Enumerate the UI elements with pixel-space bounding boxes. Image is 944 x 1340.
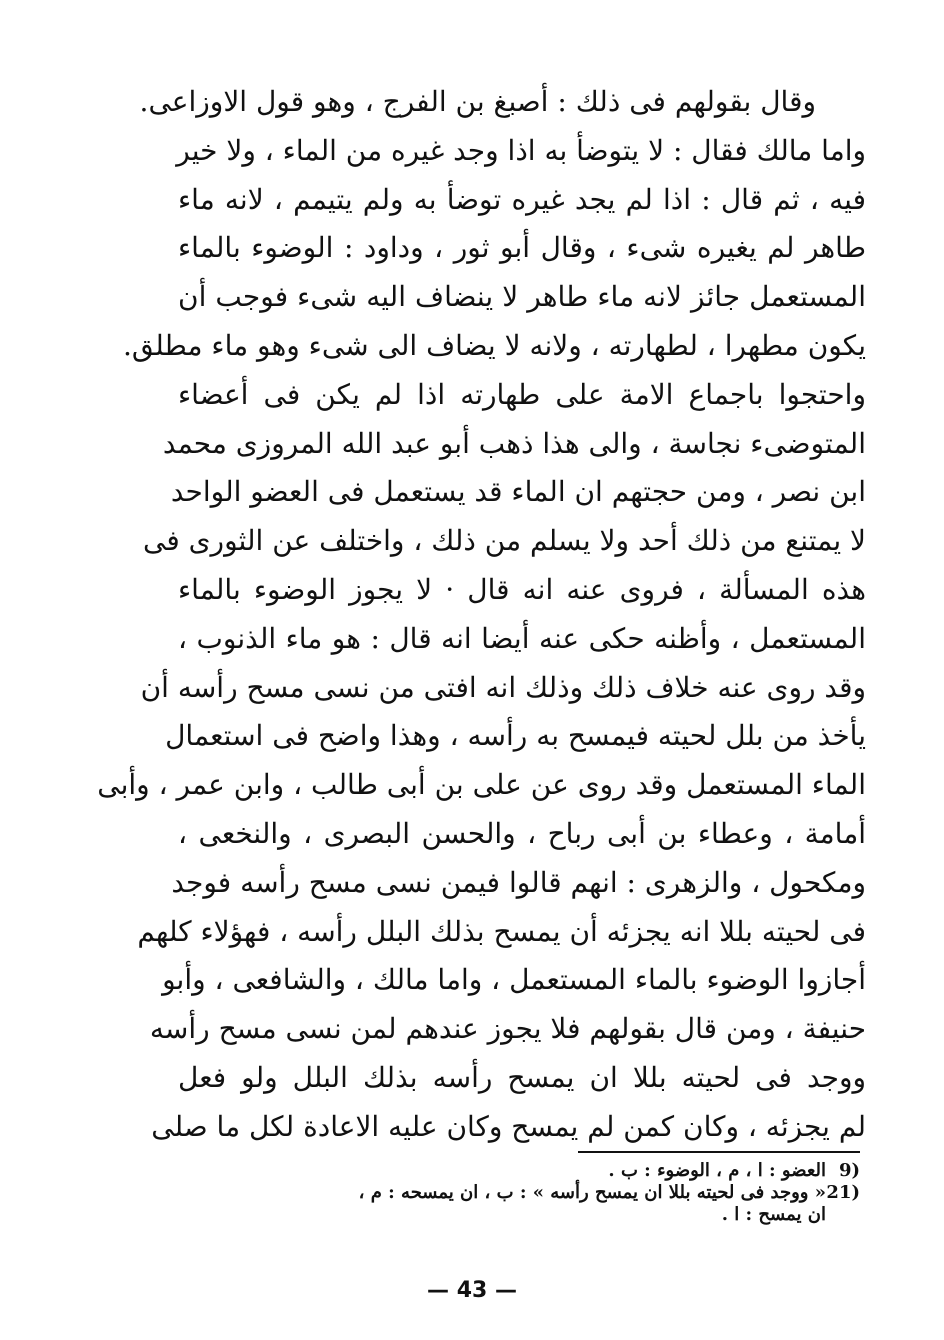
text-line: ومكحول ، والزهرى : انهم قالوا فيمن نسى مسح رأسه فوجد — [171, 865, 866, 899]
footnote — [190, 1182, 860, 1204]
footnote-number: 21) — [826, 1182, 860, 1203]
text-line: وقال بقولهم فى ذلك : أصبغ بن الفرج ، وهو قول الاوزاعى. — [139, 85, 816, 118]
text-line: ووجد فى لحيته بللا ان يمسح رأسه بذلك البلل ولو فعل — [178, 1060, 866, 1094]
footnote-number: 9) — [838, 1160, 860, 1181]
text-line: فى لحيته بللا انه يجزئه أن يمسح بذلك البلل رأسه ، فهؤلاء كلهم — [137, 914, 866, 948]
text-line: ابن نصر ، ومن حجتهم ان الماء قد يستعمل فى العضو الواحد — [170, 475, 866, 509]
text-line: المتوضىء نجاسة ، والى هذا ذهب أبو عبد الله المروزى محمد — [162, 426, 866, 460]
text-line: واما مالك فقال : لا يتوضأ به اذا وجد غيره من الماء ، ولا خير — [176, 133, 866, 167]
footnote — [190, 1160, 860, 1182]
text-line: يأخذ من بلل لحيته فيمسح به رأسه ، وهذا واضح فى استعمال — [165, 719, 866, 753]
footnote-continuation: ان يمسح : ا . — [721, 1204, 826, 1225]
text-line: فيه ، ثم قال : اذا لم يجد غيره توضأ به ولم يتيمم ، لانه ماء — [178, 182, 866, 216]
footnote-divider — [578, 1151, 860, 1153]
text-line: لم يجزئه ، وكان كمن لم يمسح وكان عليه الاعادة لكل ما صلى — [151, 1109, 866, 1143]
text-line: يكون مطهرا ، لطهارته ، ولانه لا يضاف الى شىء وهو ماء مطلق. — [123, 328, 866, 362]
footnote-text: « ووجد فى لحيته بللا ان يمسح رأسه » : ب ، ان يمسحه : م ، — [358, 1182, 826, 1203]
text-line: واحتجوا باجماع الامة على طهارته اذا لم يكن فى أعضاء — [178, 377, 866, 411]
main-text-block — [97, 78, 866, 1152]
page-number: — 43 — — [427, 1278, 517, 1303]
text-line: أجازوا الوضوء بالماء المستعمل ، واما مالك ، والشافعى ، وأبو — [162, 963, 866, 997]
text-line: وقد روى عنه خلاف ذلك وذلك انه افتى من نسى مسح رأسه أن — [140, 670, 866, 704]
text-line: أمامة ، وعطاء بن أبى رباح ، والحسن البصرى ، والنخعى ، — [178, 816, 866, 850]
text-line: لا يمتنع من ذلك أحد ولا يسلم من ذلك ، واختلف عن الثورى فى — [143, 524, 866, 558]
text-line: حنيفة ، ومن قال بقولهم فلا يجوز عندهم لمن نسى مسح رأسه — [149, 1012, 866, 1046]
text-line: الماء المستعمل وقد روى عن على بن أبى طالب ، وابن عمر ، وأبى — [97, 768, 866, 802]
text-line: المستعمل جائز لانه ماء طاهر لا ينضاف اليه شىء فوجب أن — [178, 280, 866, 314]
footnotes — [190, 1160, 860, 1226]
text-line: المستعمل ، وأظنه حكى عنه أيضا انه قال : هو ماء الذنوب ، — [178, 621, 866, 655]
footnote-text: العضو : ا ، م ، الوضوء : ب . — [608, 1160, 826, 1181]
text-line: هذه المسألة ، فروى عنه انه قال · لا يجوز الوضوء بالماء — [178, 572, 866, 606]
text-line: طاهر لم يغيره شىء ، وقال أبو ثور ، وداود : الوضوء بالماء — [178, 231, 866, 265]
